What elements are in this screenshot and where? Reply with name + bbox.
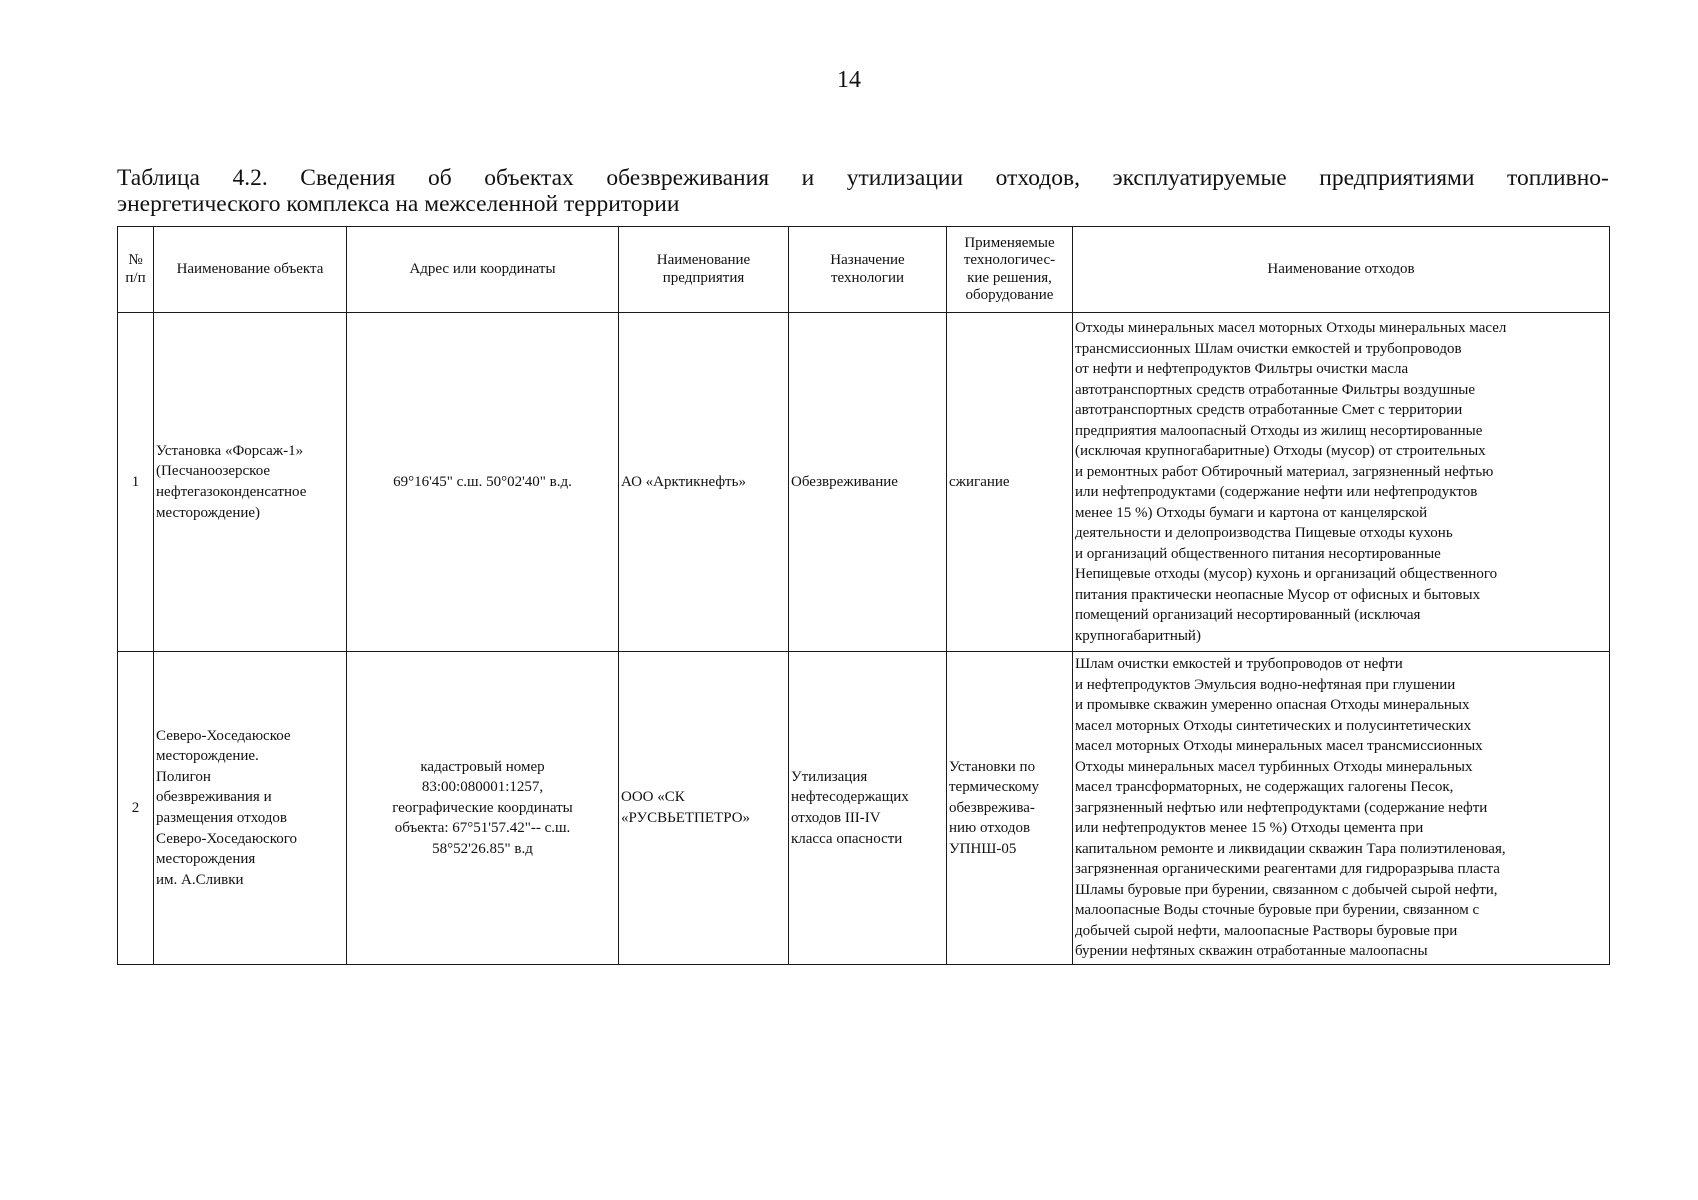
- header-enterprise: Наименование предприятия: [619, 227, 789, 313]
- header-num: № п/п: [118, 227, 154, 313]
- caption-line-2: энергетического комплекса на межселенной территории: [117, 191, 680, 217]
- cell-equipment: сжигание: [947, 313, 1073, 652]
- cell-address: 69°16'45" с.ш. 50°02'40" в.д.: [347, 313, 619, 652]
- caption-word: Таблица: [117, 165, 200, 191]
- caption-word: Сведения: [300, 165, 396, 191]
- caption-word: отходов,: [995, 165, 1080, 191]
- cell-technology: Утилизация нефтесодержащих отходов III-IV класса опасности: [789, 652, 947, 965]
- header-object-name: Наименование объекта: [154, 227, 347, 313]
- caption-word: 4.2.: [232, 165, 268, 191]
- header-technology: Назначение технологии: [789, 227, 947, 313]
- table-caption: [117, 165, 1609, 217]
- cell-technology: Обезвреживание: [789, 313, 947, 652]
- page-number: 14: [837, 67, 861, 93]
- table-header-row: [118, 227, 1610, 313]
- cell-address: кадастровый номер 83:00:080001:1257, географические координаты объекта: 67°51'57.42"-- с.ш. 58°52'26.85" в.д: [347, 652, 619, 965]
- cell-waste-list: Отходы минеральных масел моторных Отходы минеральных масел трансмиссионных Шлам очистки емкостей и трубопроводов от нефти и нефтепродуктов Фильтры очистки масла автотранспортных средств отработанные Фильтры воздушные автотранспортных средств отработанные Смет с территории предприятия малоопасный Отходы из жилищ несортированные (исключая крупногабаритные) Отходы (мусор) от строительных и ремонтных работ Обтирочный материал, загрязненный нефтью или нефтепродуктами (содержание нефти или нефтепродуктов менее 15 %) Отходы бумаги и картона от канцелярской деятельности и делопроизводства Пищевые отходы кухонь и организаций общественного питания несортированные Непищевые отходы (мусор) кухонь и организаций общественного питания практически неопасные Мусор от офисных и бытовых помещений организаций несортированный (исключая крупногабаритный): [1073, 313, 1610, 652]
- header-equipment: Применяемые технологичес- кие решения, оборудование: [947, 227, 1073, 313]
- cell-enterprise: АО «Арктикнефть»: [619, 313, 789, 652]
- cell-waste-list: Шлам очистки емкостей и трубопроводов от нефти и нефтепродуктов Эмульсия водно-нефтяная при глушении и промывке скважин умеренно опасная Отходы минеральных масел моторных Отходы синтетических и полусинтетических масел моторных Отходы минеральных масел трансмиссионных Отходы минеральных масел турбинных Отходы минеральных масел трансформаторных, не содержащих галогены Песок, загрязненный нефтью или нефтепродуктами (содержание нефти или нефтепродуктов менее 15 %) Отходы цемента при капитальном ремонте и ликвидации скважин Тара полиэтиленовая, загрязненная органическими реагентами для гидроразрыва пласта Шламы буровые при бурении, связанном с добычей сырой нефти, малоопасные Воды сточные буровые при бурении, связанном с добычей сырой нефти, малоопасные Растворы буровые при бурении нефтяных скважин отработанные малоопасны: [1073, 652, 1610, 965]
- header-address: Адрес или координаты: [347, 227, 619, 313]
- caption-word: и: [801, 165, 815, 191]
- cell-enterprise: ООО «СК «РУСВЬЕТПЕТРО»: [619, 652, 789, 965]
- cell-num: 2: [118, 652, 154, 965]
- caption-word: об: [427, 165, 452, 191]
- cell-object-name: Северо-Хоседаюское месторождение. Полигон обезвреживания и размещения отходов Северо-Хоседаюского месторождения им. А.Сливки: [154, 652, 347, 965]
- cell-equipment: Установки по термическому обезврежива- нию отходов УПНШ-05: [947, 652, 1073, 965]
- cell-num: 1: [118, 313, 154, 652]
- waste-facilities-table: [117, 226, 1610, 965]
- header-waste: Наименование отходов: [1073, 227, 1610, 313]
- table-row: [118, 652, 1610, 965]
- cell-object-name: Установка «Форсаж-1» (Песчаноозерское нефтегазоконденсатное месторождение): [154, 313, 347, 652]
- table-row: [118, 313, 1610, 652]
- caption-line-1: [117, 165, 1609, 191]
- caption-word: объектах: [484, 165, 574, 191]
- caption-word: обезвреживания: [606, 165, 770, 191]
- caption-word: топливно-: [1507, 165, 1609, 191]
- caption-word: предприятиями: [1319, 165, 1475, 191]
- caption-word: утилизации: [846, 165, 964, 191]
- caption-word: эксплуатируемые: [1112, 165, 1287, 191]
